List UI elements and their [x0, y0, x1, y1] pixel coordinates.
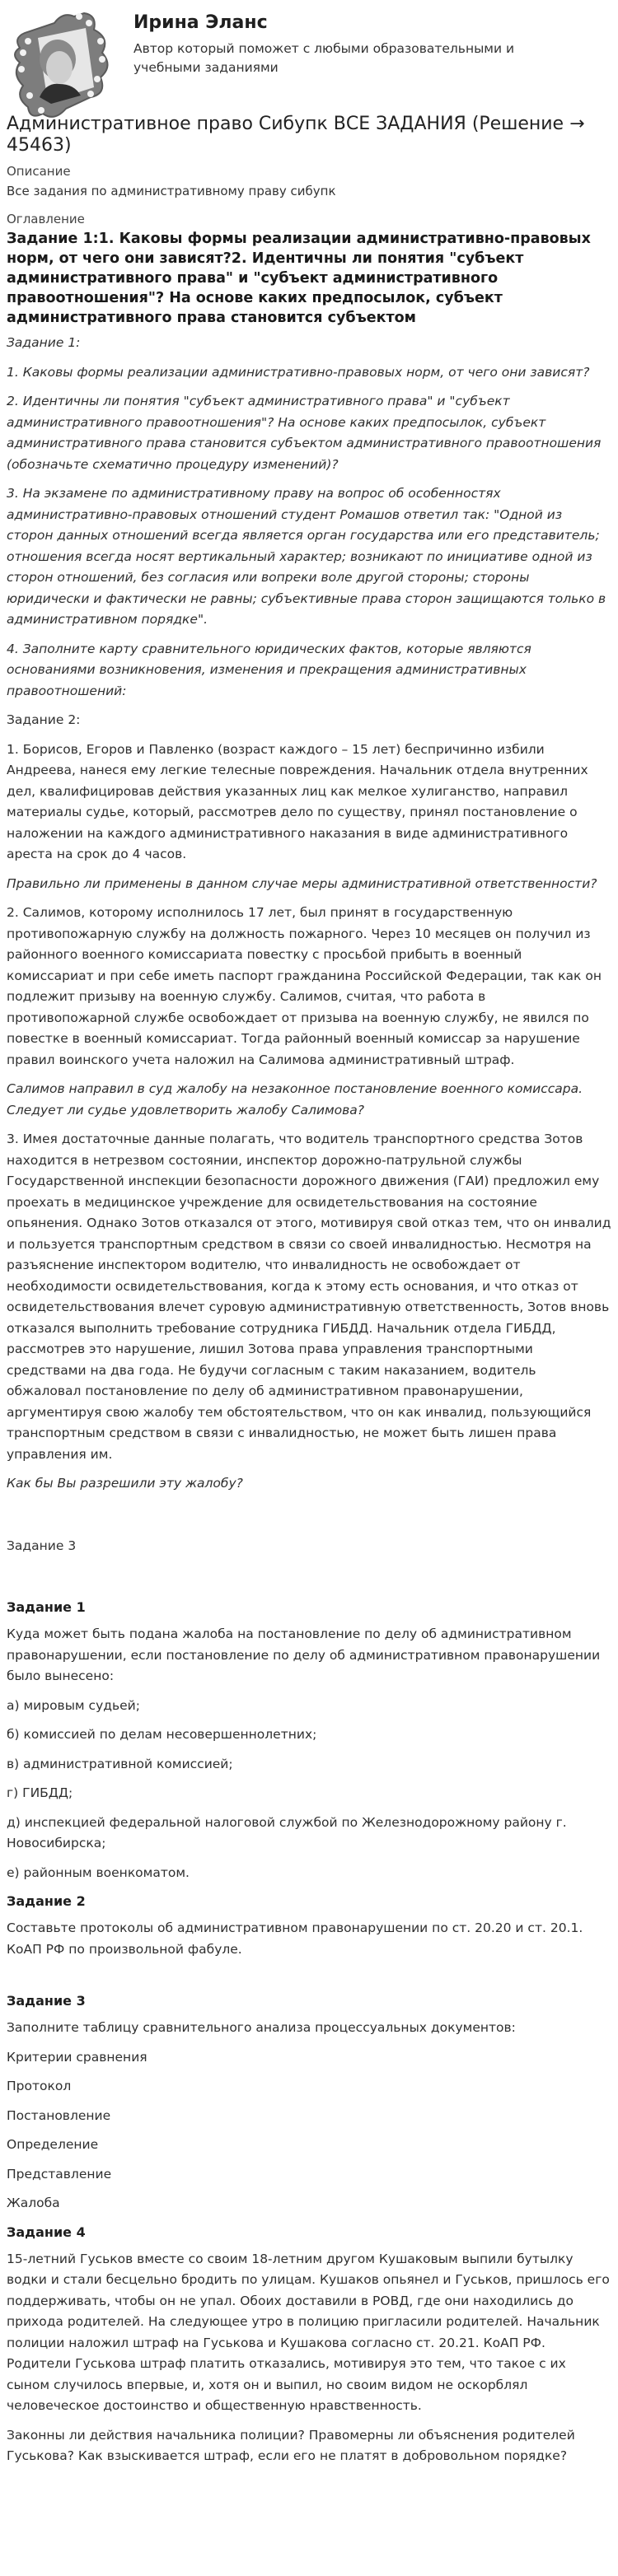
part2-case: 1. Борисов, Егоров и Павленко (возраст каждого – 15 лет) беспричинно избили Андреева, нанеся ему легкие телесные повреждения. Начальник отдела внутренних дел, квалифицировав действия указанных лиц как мелкое хулиганство, направил материалы судье, который, рассмотрев дело по существу, принял постановление о наложении на каждого административного наказания в виде административного ареста на срок до 4 часов. — [7, 741, 588, 861]
part3-heading: Задание 3 — [7, 1538, 77, 1553]
task3-table-row: Жалоба — [7, 2196, 60, 2210]
description-text: Все задания по административному праву сибупк — [7, 184, 336, 198]
task3-text: Заполните таблицу сравнительного анализа процессуальных документов: — [7, 2020, 516, 2035]
spacer — [7, 1565, 611, 1598]
task2-title: Задание 2 — [7, 1893, 86, 1909]
author-info — [133, 5, 562, 77]
spacer — [7, 1503, 611, 1536]
part1-item: 1. Каковы формы реализации административно-правовых норм, от чего они зависят? — [7, 364, 590, 380]
author-name[interactable]: Ирина Эланс — [133, 12, 268, 33]
task3-table-row: Критерии сравнения — [7, 2049, 147, 2065]
task3-title: Задание 3 — [7, 1993, 86, 2009]
task1-option: а) мировым судьей; — [7, 1697, 140, 1713]
task1-text: Куда может быть подана жалоба на постановление по делу об административном правонарушении, если постановление по делу об административном правонарушении было вынесено: — [7, 1626, 601, 1683]
task3-table-row: Представление — [7, 2166, 112, 2182]
part2-case: 2. Салимов, которому исполнилось 17 лет, был принят в государственную противопожарную службу на должность пожарного. Через 10 месяцев он получил из районного военного комиссариата повестку с просьбой прибыть в военный комиссариат и при себе иметь паспорт гражданина Российской Федерации, так как он подлежит призыву на военную службу. Салимов, считая, что работа в противопожарной службе освобождает от призыва на военную службу, не явился по повестке в военный комиссариат. Тогда районный военный комиссар за нарушение правил воинского учета наложил на Салимова административный штраф. — [7, 905, 602, 1067]
task1-option: б) комиссией по делам несовершеннолетних; — [7, 1727, 317, 1742]
part2-case: 3. Имея достаточные данные полагать, что водитель транспортного средства Зотов находится в нетрезвом состоянии, инспектор дорожно-патрульной службы Государственной инспекции безопасности дорожного движения (ГАИ) предложил ему проехать в медицинское учреждение для освидетельствования на состояние опьянения. Однако Зотов отказался от этого, мотивируя свой отказ тем, что он инвалид и пользуется транспортным средством в связи со своей инвалидностью. Несмотря на разъяснение инспектором водителю, что инвалидность не освобождает от необходимости освидетельствования, когда к этому есть основания, и что отказ от освидетельствования влечет суровую административную ответственность, Зотов вновь отказался выполнить требование сотрудника ГИБДД. Начальник отдела ГИБДД, рассмотрев это нарушение, лишил Зотова права управления транспортными средствами на два года. Не будучи согласным с таким наказанием, водитель обжаловал постановление по делу об административном правонарушении, аргументируя свою жалобу тем обстоятельством, что он как инвалид, пользующийся транспортным средством в связи с инвалидностью, не может быть лишен права управления им. — [7, 1132, 611, 1462]
author-avatar-icon[interactable] — [5, 5, 120, 128]
task2-text: Составьте протоколы об административном правонарушении по ст. 20.20 и ст. 20.1. КоАП РФ по произвольной фабуле. — [7, 1920, 583, 1957]
task1-option: г) ГИБДД; — [7, 1785, 73, 1800]
part2-question: Салимов направил в суд жалобу на незаконное постановление военного комиссара. Следует ли судье удовлетворить жалобу Салимова? — [7, 1081, 583, 1118]
part2-question: Как бы Вы разрешили эту жалобу? — [7, 1476, 243, 1491]
task3-table-row: Протокол — [7, 2079, 72, 2093]
task1-option: д) инспекцией федеральной налоговой службой по Железнодорожному району г. Новосибирска; — [7, 1814, 567, 1850]
task3-table-row: Постановление — [7, 2107, 111, 2123]
part1-item: 4. Заполните карту сравнительного юридических фактов, которые являются основаниями возникновения, изменения и прекращения административных правоотношений: — [7, 641, 531, 698]
part1-item: 3. На экзамене по административному праву на вопрос об особенностях административно-правовых отношений студент Ромашов ответил так: "Одной из сторон данных отношений всегда является орган государства или его представитель; отношения всегда носят вертикальный характер; возникают по инициативе одной из сторон отношений, без согласия или вопреки воле другой стороны; стороны юридически и фактически не равны; субъективные права сторон защищаются только в административном порядке". — [7, 486, 606, 627]
part1-heading: Задание 1: — [7, 335, 81, 350]
toc-entry[interactable]: Задание 1:1. Каковы формы реализации административно-правовых норм, от чего они зависят?2. Идентичны ли понятия "субъект административного права" и "субъект административного правоотношения"? На основе каких предпосылок, субъект административного права становится субъектом — [7, 231, 591, 326]
spacer — [7, 1968, 611, 1991]
toc-label: Оглавление — [7, 212, 85, 226]
part2-heading: Задание 2: — [7, 712, 81, 727]
task1-option: е) районным военкоматом. — [7, 1864, 190, 1880]
part2-question: Правильно ли применены в данном случае меры административной ответственности? — [7, 875, 597, 891]
task1-title: Задание 1 — [7, 1599, 86, 1615]
author-header — [7, 0, 611, 114]
task4-question: Законны ли действия начальника полиции? Правомерны ли объяснения родителей Гуськова? Как взыскивается штраф, если его не платят в добровольном порядке? — [7, 2427, 575, 2463]
part1-item: 2. Идентичны ли понятия "субъект административного права" и "субъект административного правоотношения"? На основе каких предпосылок, субъект административного права становится субъектом административного правоотношения (обозначьте схематично процедуру изменений)? — [7, 394, 602, 472]
task4-text: 15-летний Гуськов вместе со своим 18-летним другом Кушаковым выпили бутылку водки и стали бесцельно бродить по улицам. Кушаков опьянел и Гуськов, пришлось его поддерживать, чтобы он не упал. Обоих доставили в РОВД, где они находились до прихода родителей. На следующее утро в полицию пригласили родителей. Начальник полиции наложил штраф на Гуськова и Кушакова согласно ст. 20.21. КоАП РФ. Родители Гуськова штраф платить отказались, мотивируя это тем, что такое с их сыном случилось впервые, и, хотя он и выпил, но своим видом не оскорблял человеческое достоинство и общественную нравственность. — [7, 2251, 610, 2413]
document-title: Административное право Сибупк ВСЕ ЗАДАНИЯ (Решение → 45463) — [7, 114, 585, 156]
task1-option: в) административной комиссией; — [7, 1756, 233, 1771]
task3-table-row: Определение — [7, 2137, 99, 2152]
task4-title: Задание 4 — [7, 2224, 86, 2240]
description-label: Описание — [7, 164, 71, 179]
author-bio: Автор который поможет с любыми образовательными и учебными заданиями — [133, 41, 515, 75]
